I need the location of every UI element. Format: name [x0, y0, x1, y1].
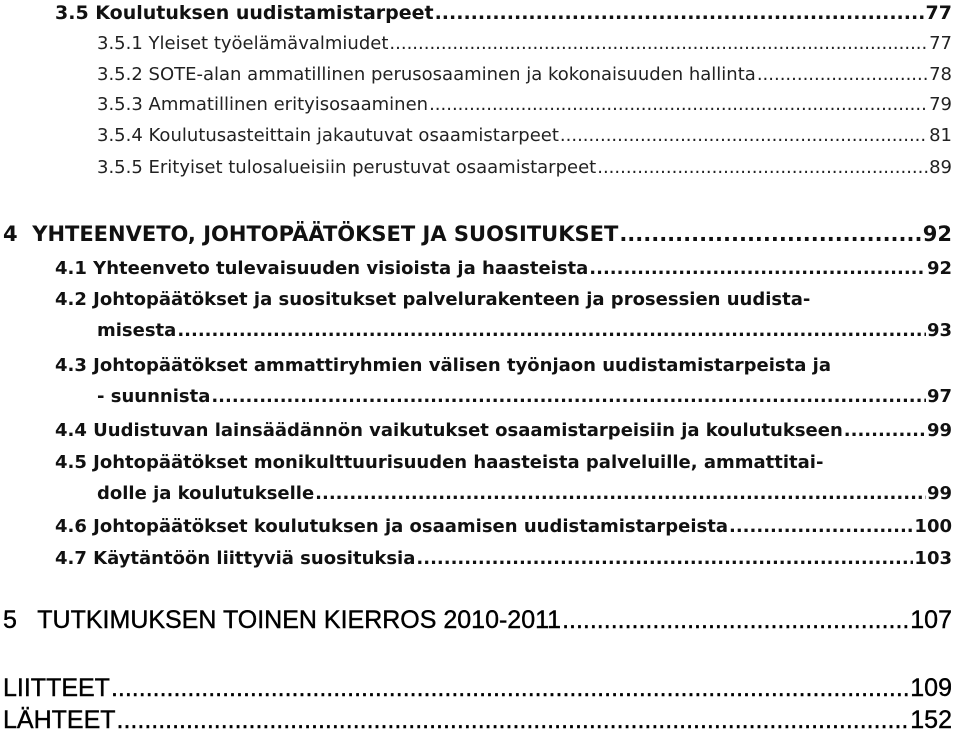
toc-entry-appendices[interactable]	[3, 674, 952, 703]
toc-entry-title: 3.5.3 Ammatillinen erityisosaaminen	[97, 94, 429, 115]
toc-page-number: 81	[929, 125, 952, 146]
dot-leader	[111, 674, 909, 703]
toc-entry-title: 3.5.4 Koulutusasteittain jakautuvat osaamistarpeet	[97, 125, 559, 146]
toc-entry-title: 4 YHTEENVETO, JOHTOPÄÄTÖKSET JA SUOSITUKSET	[3, 222, 619, 246]
dot-leader	[315, 483, 926, 504]
toc-entry-3-5-5[interactable]	[97, 157, 952, 178]
toc-entry-title: 3.5.1 Yleiset työelämävalmiudet	[97, 33, 389, 54]
toc-page-number: 107	[910, 606, 952, 634]
toc-page-number: 97	[926, 386, 952, 407]
toc-page-number: 109	[910, 674, 952, 702]
toc-entry-chapter-4[interactable]	[3, 222, 952, 246]
dot-leader	[435, 2, 925, 24]
toc-entry-chapter-5[interactable]	[3, 606, 952, 635]
toc-entry-3-5-2[interactable]	[97, 64, 952, 85]
toc-page-number: 103	[914, 548, 952, 569]
toc-entry-title: 4.1 Yhteenveto tulevaisuuden visioista ja haasteista	[55, 258, 589, 279]
toc-entry-4-2-line1[interactable]: 4.2 Johtopäätökset ja suositukset palvelurakenteen ja prosessien uudista-	[55, 289, 811, 310]
toc-entry-title: 3.5 Koulutuksen uudistamistarpeet	[55, 2, 434, 24]
dot-leader	[589, 258, 926, 279]
toc-entry-title: 3.5.5 Erityiset tulosalueisiin perustuvat osaamistarpeet	[97, 157, 597, 178]
dot-leader	[429, 94, 928, 115]
dot-leader	[117, 706, 910, 735]
dot-leader	[416, 548, 913, 569]
dot-leader	[562, 606, 909, 635]
toc-entry-4-4[interactable]	[55, 420, 952, 441]
toc-entry-4-3[interactable]	[97, 386, 952, 407]
toc-page-number: 93	[926, 320, 952, 341]
dot-leader	[597, 157, 928, 178]
toc-entry-4-2[interactable]	[97, 320, 952, 341]
toc-page-number: 92	[926, 258, 952, 279]
toc-entry-title: 4.4 Uudistuvan lainsäädännön vaikutukset osaamistarpeisiin ja koulutukseen	[55, 420, 843, 441]
toc-entry-4-1[interactable]	[55, 258, 952, 279]
toc-entry-3-5-1[interactable]	[97, 33, 952, 54]
toc-entry-title: LÄHTEET	[3, 706, 116, 734]
toc-entry-title: 4.7 Käytäntöön liittyviä suosituksia	[55, 548, 416, 569]
toc-entry-title: misesta	[97, 320, 177, 341]
toc-page-number: 152	[910, 706, 952, 734]
toc-entry-4-7[interactable]	[55, 548, 952, 569]
toc-entry-title: LIITTEET	[3, 674, 110, 702]
toc-entry-title: 4.6 Johtopäätökset koulutuksen ja osaamisen uudistamistarpeista	[55, 516, 728, 537]
dot-leader	[211, 386, 926, 407]
toc-page-number: 92	[922, 222, 952, 246]
toc-entry-title: - suunnista	[97, 386, 211, 407]
toc-page-number: 99	[926, 420, 952, 441]
toc-entry-3-5[interactable]	[55, 2, 952, 24]
toc-page-number: 99	[926, 483, 952, 504]
toc-entry-3-5-4[interactable]	[97, 125, 952, 146]
toc-entry-3-5-3[interactable]	[97, 94, 952, 115]
dot-leader	[560, 125, 928, 146]
dot-leader	[619, 222, 921, 246]
toc-page-number: 79	[929, 94, 952, 115]
dot-leader	[389, 33, 928, 54]
toc-entry-title: 3.5.2 SOTE-alan ammatillinen perusosaaminen ja kokonaisuuden hallinta	[97, 64, 756, 85]
dot-leader	[757, 64, 928, 85]
dot-leader	[177, 320, 926, 341]
toc-entry-references[interactable]	[3, 706, 952, 735]
toc-page-number: 77	[929, 33, 952, 54]
toc-entry-4-3-line1[interactable]: 4.3 Johtopäätökset ammattiryhmien välisen työnjaon uudistamistarpeista ja	[55, 355, 831, 376]
toc-entry-4-6[interactable]	[55, 516, 952, 537]
toc-entry-title: dolle ja koulutukselle	[97, 483, 315, 504]
toc-entry-title: 5 TUTKIMUKSEN TOINEN KIERROS 2010-2011	[3, 606, 562, 634]
toc-page-number: 100	[914, 516, 952, 537]
toc-page-number: 78	[929, 64, 952, 85]
toc-page-number: 77	[925, 2, 952, 24]
toc-page-number: 89	[929, 157, 952, 178]
dot-leader	[844, 420, 926, 441]
toc-entry-4-5[interactable]	[97, 483, 952, 504]
dot-leader	[729, 516, 913, 537]
toc-entry-4-5-line1[interactable]: 4.5 Johtopäätökset monikulttuurisuuden haasteista palveluille, ammattitai-	[55, 452, 824, 473]
